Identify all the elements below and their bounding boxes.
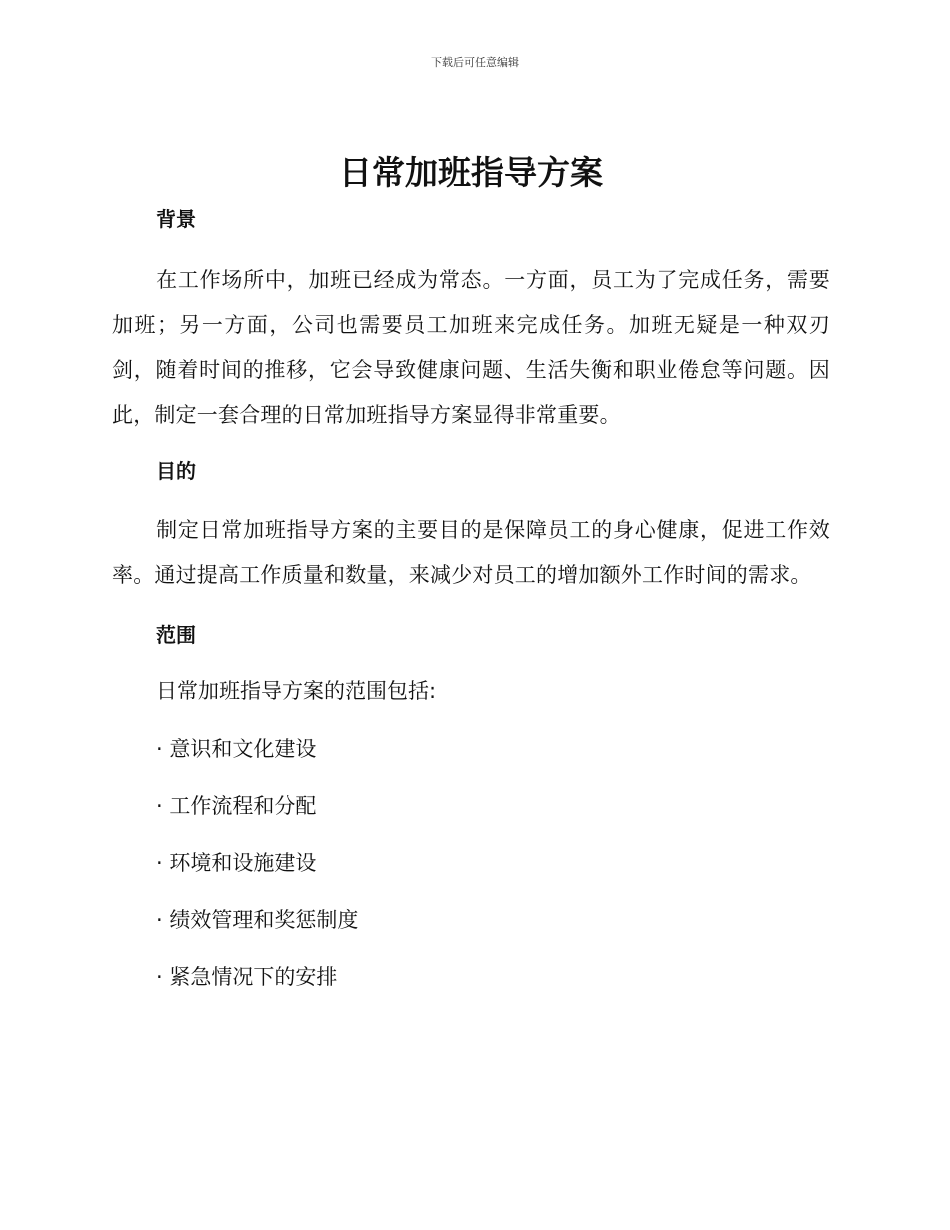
scope-list <box>112 734 830 992</box>
section-heading-purpose: 目的 <box>156 459 196 483</box>
scope-intro: 日常加班指导方案的范围包括: <box>156 679 437 703</box>
section-heading-background: 背景 <box>156 207 196 231</box>
list-item: · 绩效管理和奖惩制度 <box>156 908 359 932</box>
document-title: 日常加班指导方案 <box>339 153 603 192</box>
background-paragraph: 在工作场所中，加班已经成为常态。一方面，员工为了完成任务，需要加班；另一方面，公司也需要员工加班来完成任务。加班无疑是一种双刃剑，随着时间的推移，它会导致健康问题、生活失衡和职业倦怠等问题。因此，制定一套合理的日常加班指导方案显得非常重要。 <box>112 268 830 427</box>
list-item: · 紧急情况下的安排 <box>156 965 338 989</box>
list-item: · 意识和文化建设 <box>156 737 317 761</box>
purpose-paragraph: 制定日常加班指导方案的主要目的是保障员工的身心健康，促进工作效率。通过提高工作质量和数量，来减少对员工的增加额外工作时间的需求。 <box>112 518 830 587</box>
list-item: · 环境和设施建设 <box>156 851 317 875</box>
section-heading-scope: 范围 <box>156 623 196 647</box>
list-item: · 工作流程和分配 <box>156 794 317 818</box>
page-header: 下载后可任意编辑 <box>431 56 519 69</box>
